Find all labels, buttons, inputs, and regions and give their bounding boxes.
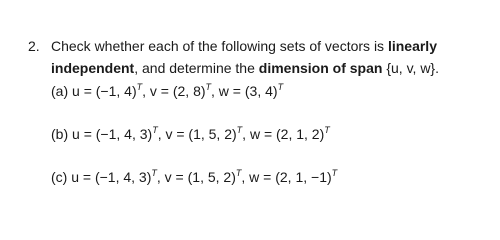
part-b-v: , v = (1, 5, 2) — [157, 126, 237, 142]
problem-intro-line-2 — [51, 59, 439, 77]
part-a-u: u = (−1, 4) — [68, 83, 137, 99]
part-c-label: (c) — [51, 169, 68, 185]
transpose-mark: T — [235, 168, 242, 179]
transpose-mark: T — [324, 125, 330, 136]
problem-number: 2. — [28, 38, 40, 54]
part-b-u: u = (−1, 4, 3) — [68, 126, 153, 142]
part-b-w: , w = (2, 1, 2) — [242, 126, 325, 142]
transpose-mark: T — [152, 125, 158, 136]
part-b — [51, 125, 330, 143]
part-a-v: , v = (2, 8) — [142, 83, 206, 99]
part-a-label: (a) — [51, 83, 69, 99]
part-c-u: u = (−1, 4, 3) — [67, 169, 152, 185]
transpose-mark: T — [277, 82, 284, 93]
transpose-mark: T — [236, 125, 243, 136]
problem-intro-line-1 — [51, 37, 437, 55]
transpose-mark: T — [151, 168, 157, 179]
transpose-mark: T — [205, 82, 212, 93]
part-a-w: , w = (3, 4) — [211, 83, 278, 99]
span-set: {u, v, w}. — [382, 60, 439, 76]
intro-text: Check whether each of the following sets of vectors is — [51, 38, 388, 54]
part-c — [51, 168, 337, 186]
part-c-v: , v = (1, 5, 2) — [156, 169, 236, 185]
bold-dimension-of-span: dimension of span — [258, 60, 383, 76]
transpose-mark: T — [331, 168, 338, 179]
part-c-w: , w = (2, 1, −1) — [241, 169, 332, 185]
transpose-mark: T — [136, 82, 143, 93]
bold-independent: independent — [51, 60, 135, 76]
bold-linearly: linearly — [387, 38, 437, 54]
part-b-label: (b) — [51, 126, 69, 142]
intro-text-continued: , and determine the — [134, 60, 259, 76]
part-a — [51, 82, 283, 100]
